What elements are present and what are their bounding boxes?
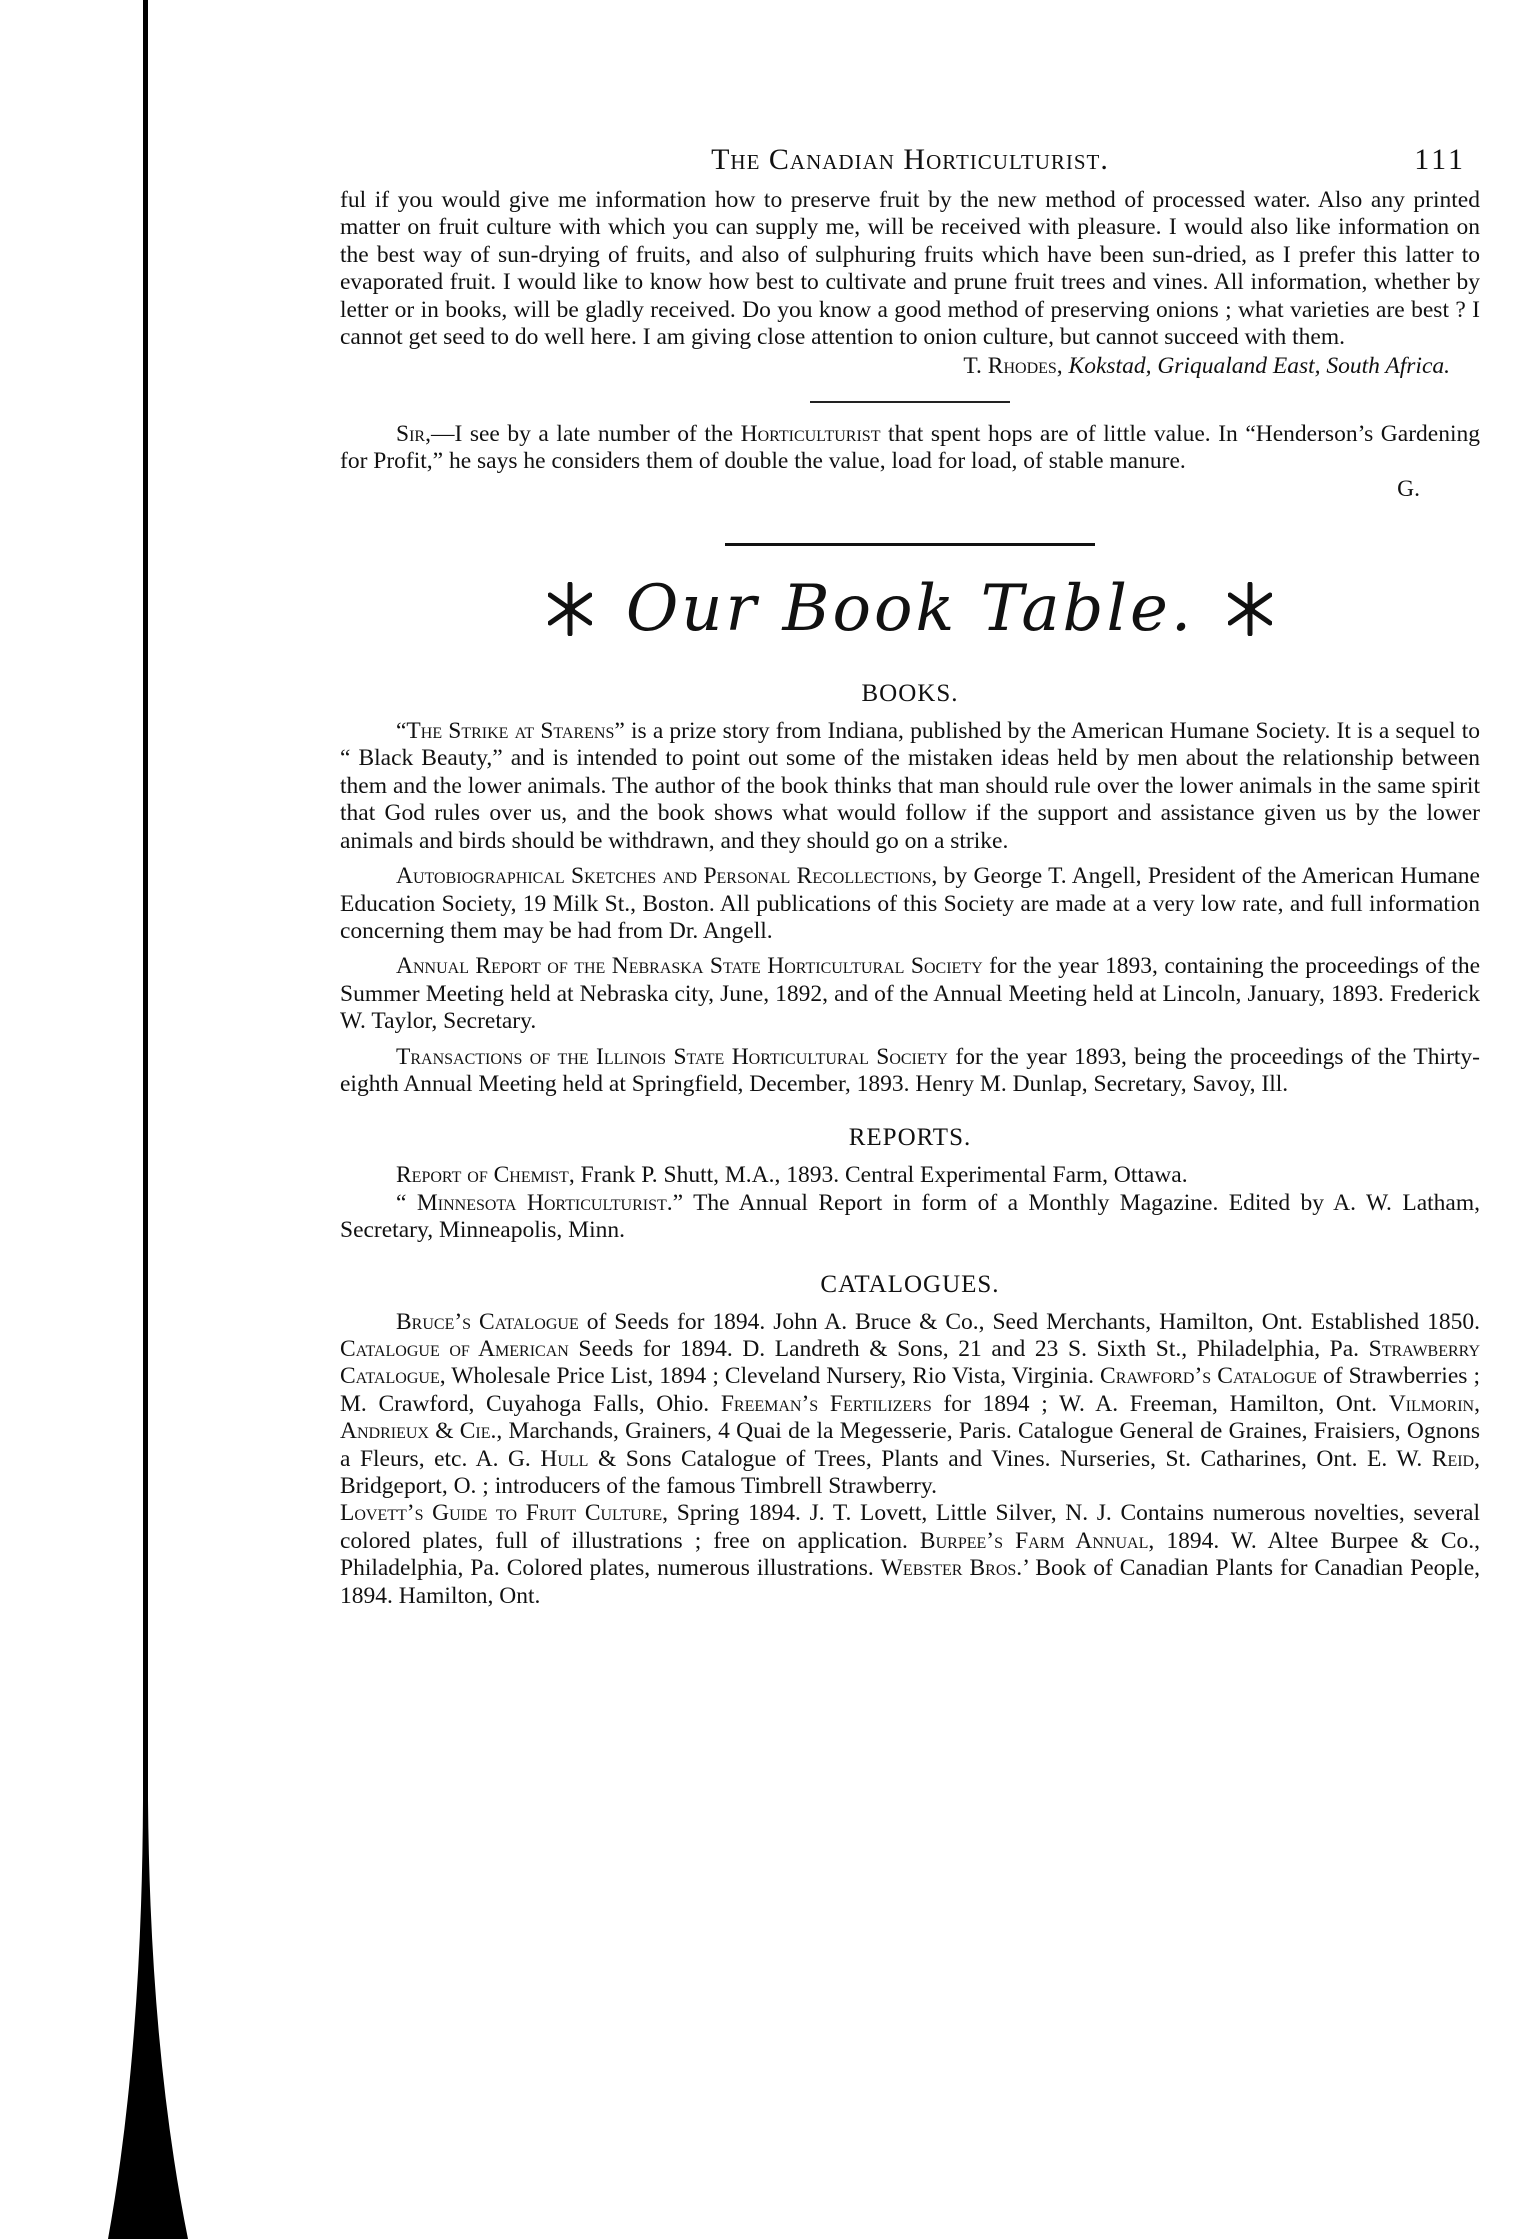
binding-shadow <box>108 1800 188 2239</box>
letter-two-salutation: Sir, <box>396 420 431 447</box>
signature-place: Kokstad, Griqualand East, South Africa. <box>1068 353 1450 380</box>
separator-rule <box>810 401 1010 403</box>
running-header <box>340 125 1480 187</box>
books-heading: BOOKS. <box>861 680 959 708</box>
catalogue-title: Bruce’s Catalogue <box>396 1308 579 1335</box>
letter-two-body <box>340 421 1480 476</box>
asterisk-ornament-left-icon <box>548 582 592 636</box>
book-entry-title: Transactions of the Illinois State Horticultural Society <box>396 1043 948 1070</box>
catalogue-text: Marchands, Grainers, 4 Quai de la Megesserie, Paris. Catalogue General de Graines, Fraisiers, Ognons a Fleurs, etc. A. G. <box>340 1418 1480 1472</box>
catalogue-title: Crawford’s Catalogue <box>1100 1363 1317 1390</box>
book-entry-title: “The Strike at Starens” <box>396 718 625 745</box>
catalogue-text: for 1894 ; W. A. Freeman, Hamilton, Ont. <box>931 1390 1389 1417</box>
page-content <box>340 125 1480 1610</box>
book-entry-title: Annual Report of the Nebraska State Horticultural Society <box>396 953 983 980</box>
section-rule <box>725 543 1095 546</box>
letter-two-journal: Horticulturist <box>740 420 881 447</box>
catalogue-text: of Strawberries ; M. Crawford, Cuyahoga Falls, Ohio. <box>340 1363 1480 1417</box>
asterisk-ornament-right-icon <box>1228 582 1272 636</box>
catalogue-paragraph <box>340 1309 1480 1501</box>
books-list <box>340 718 1480 1098</box>
book-entry <box>340 718 1480 855</box>
book-entry-text: for the year 1893, containing the proceedings of the Summer Meeting held at Nebraska city, June, 1892, and of the Annual Meeting held at Lincoln, January, 1893. Frederick W. Taylor, Secretary. <box>340 953 1480 1035</box>
catalogue-text: Bridgeport, O. ; introducers of the famous Timbrell Strawberry. <box>340 1473 937 1499</box>
report-entry-title: “ Minnesota Horticulturist.” <box>396 1189 684 1216</box>
book-entry-text: for the year 1893, being the proceedings of the Thirty-eighth Annual Meeting held at Springfield, December, 1893. Henry M. Dunlap, Secretary, Savoy, Ill. <box>340 1043 1480 1097</box>
book-entry <box>340 863 1480 945</box>
catalogue-title: Catalogue of American <box>340 1335 569 1362</box>
page-number: 111 <box>1414 143 1466 176</box>
catalogue-text: of Seeds for 1894. John A. Bruce & Co., Seed Merchants, Hamilton, Ont. Established 1850. <box>578 1308 1480 1335</box>
report-entry <box>340 1190 1480 1245</box>
signature-name: T. Rhodes, <box>963 353 1063 380</box>
catalogue-text: Seeds for 1894. D. Landreth & Sons, 21 and 23 S. Sixth St., Philadelphia, Pa. <box>568 1335 1369 1362</box>
catalogue-text: 1894. W. Altee Burpee & Co., Philadelphia, Pa. Colored plates, numerous illustrations. <box>340 1527 1480 1582</box>
catalogue-title: Strawberry Catalogue, <box>340 1335 1481 1390</box>
catalogue-title: Webster Bros. <box>880 1555 1023 1582</box>
catalogue-title: Vilmorin, Andrieux & Cie., <box>340 1390 1480 1445</box>
catalogue-title: Reid, <box>1431 1445 1480 1472</box>
running-title: The Canadian Horticulturist. <box>711 143 1109 176</box>
catalogue-paragraph <box>340 1500 1480 1610</box>
book-table-title: Our Book Table. <box>625 572 1195 647</box>
book-entry-text: is a prize story from Indiana, published by the American Humane Society. It is a sequel to “ Black Beauty,” and is intended to point out some of the mistaken ideas held by men about the relationship between them and the lower animals. The author of the book thinks that man should rule over the lower animals in the same spirit that God rules over us, and the book shows what would follow if the support and assistance given us by the lower animals and birds should be withdrawn, and they should go on a strike. <box>340 718 1480 854</box>
catalogue-text: Wholesale Price List, 1894 ; Cleveland Nursery, Rio Vista, Virginia. <box>445 1363 1101 1390</box>
catalogue-title: Burpee’s Farm Annual, <box>919 1527 1155 1554</box>
report-entry-text: Frank P. Shutt, M.A., 1893. Central Experimental Farm, Ottawa. <box>574 1162 1188 1189</box>
catalogues-list <box>340 1309 1480 1610</box>
catalogue-text: & Sons Catalogue of Trees, Plants and Vines. Nurseries, St. Catharines, Ont. E. W. <box>588 1445 1432 1472</box>
reports-heading: REPORTS. <box>848 1124 972 1152</box>
catalogue-title: Hull <box>540 1445 589 1472</box>
book-entry <box>340 1044 1480 1099</box>
report-entry-text: The Annual Report in form of a Monthly Magazine. Edited by A. W. Latham, Secretary, Minneapolis, Minn. <box>340 1189 1480 1244</box>
catalogues-heading: CATALOGUES. <box>820 1270 1000 1298</box>
book-entry <box>340 953 1480 1035</box>
letter-two-text-end: that spent hops are of little value. In “Henderson’s Gardening for Profit,” he says he considers them of double the value, load for load, of stable manure. <box>340 420 1480 475</box>
catalogue-title: Freeman’s Fertilizers <box>720 1390 932 1417</box>
report-entry-title: Report of Chemist, <box>396 1162 575 1189</box>
letter-one-signature <box>340 353 1480 380</box>
catalogue-text: ’ Book of Canadian Plants for Canadian People, 1894. Hamilton, Ont. <box>340 1555 1481 1609</box>
letter-two-signature: G. <box>1397 475 1420 502</box>
letter-two-text-start: —I see by a late number of the <box>430 420 741 447</box>
letter-one-body: ful if you would give me information how to preserve fruit by the new method of processed water. Also any printed matter on fruit culture with which you can supply me, will be received with pleasure. I would also like information on the best way of sun-drying of fruits, and also of sulphuring fruits which have been sun-dried, as I prefer this latter to evaporated fruit. I would like to know how best to cultivate and prune fruit trees and vines. All information, whether by letter or in books, will be gladly received. Do you know a good method of preserving onions ; what varieties are best ? I cannot get seed to do well here. I am giving close attention to onion culture, but cannot succeed with them. <box>340 187 1480 351</box>
report-entry <box>340 1162 1480 1189</box>
book-entry-text: by George T. Angell, President of the American Humane Education Society, 19 Milk St., Boston. All publications of this Society are made at a very low rate, and full information concerning them may be had from Dr. Angell. <box>340 863 1480 944</box>
catalogue-title: Lovett’s Guide to Fruit Culture, <box>340 1500 669 1527</box>
reports-list <box>340 1162 1480 1244</box>
catalogue-text: Spring 1894. J. T. Lovett, Little Silver, N. J. Contains numerous novelties, several colored plates, full of illustrations ; free on application. <box>340 1500 1480 1554</box>
book-entry-title: Autobiographical Sketches and Personal Recollections, <box>396 863 938 890</box>
book-table-banner <box>340 564 1480 654</box>
